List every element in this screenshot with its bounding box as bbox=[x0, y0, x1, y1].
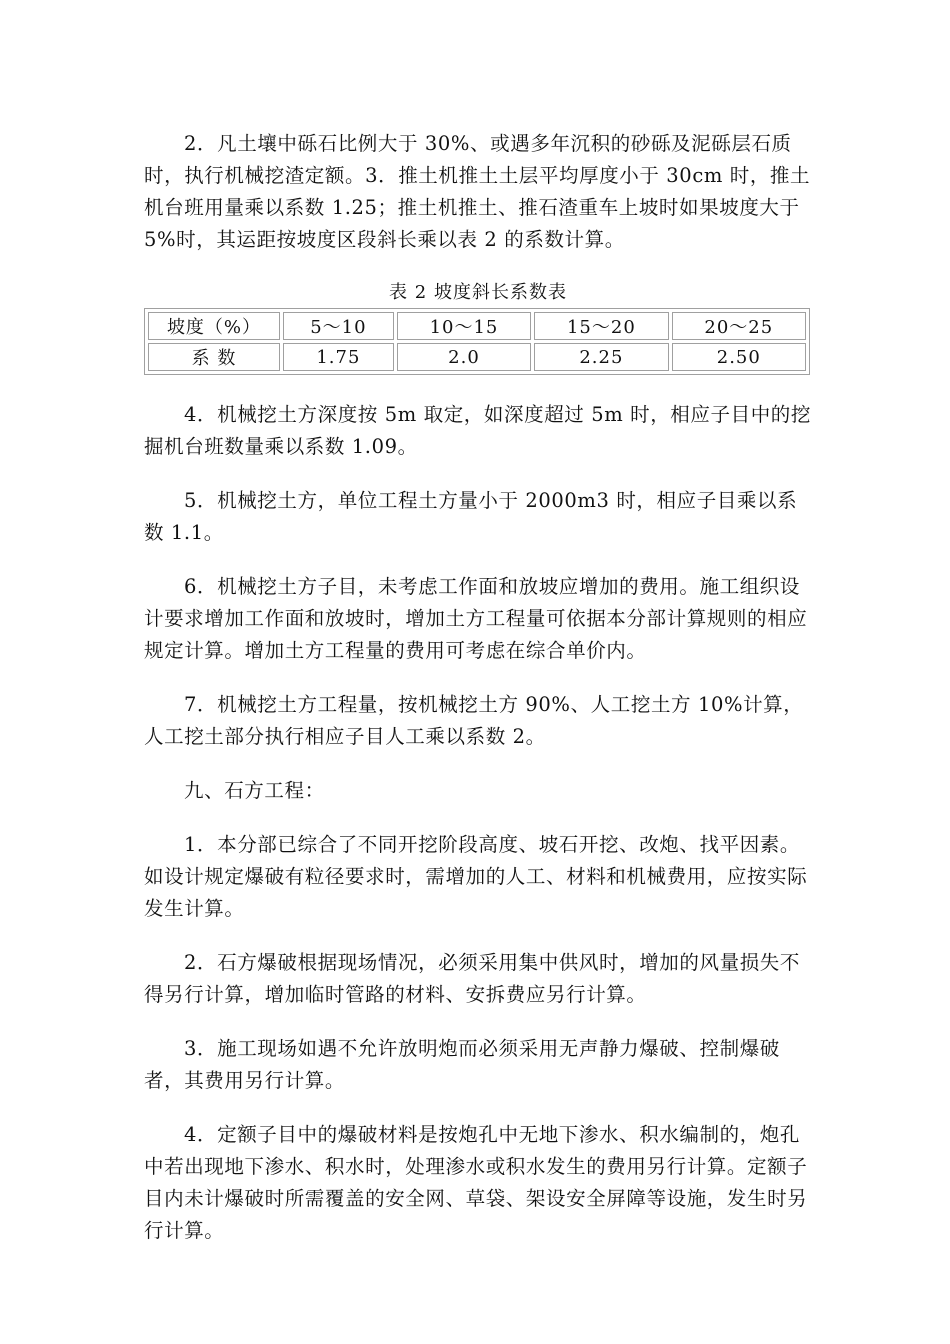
paragraph-5: 5．机械挖土方，单位工程土方量小于 2000m3 时，相应子目乘以系数 1.1。 bbox=[144, 489, 798, 544]
section-heading-stone-works: 九、石方工程： bbox=[184, 779, 325, 802]
table-cell: 2.25 bbox=[534, 343, 668, 371]
paragraph-stone-3: 3．施工现场如遇不允许放明炮而必须采用无声静力爆破、控制爆破者，其费用另行计算。 bbox=[144, 1037, 780, 1092]
document-page bbox=[144, 128, 812, 1269]
table-row-header bbox=[148, 312, 806, 340]
table-cell: 系 数 bbox=[148, 343, 280, 371]
paragraph-7: 7．机械挖土方工程量，按机械挖土方 90%、人工挖土方 10%计算，人工挖土部分执行相应子目人工乘以系数 2。 bbox=[144, 693, 804, 748]
paragraph-4: 4．机械挖土方深度按 5m 取定，如深度超过 5m 时，相应子目中的挖掘机台班数量乘以系数 1.09。 bbox=[144, 403, 811, 458]
table-cell: 5～10 bbox=[283, 312, 394, 340]
paragraph-2-3: 2．凡土壤中砾石比例大于 30%、或遇多年沉积的砂砾及泥砾层石质时，执行机械挖渣定额。3．推土机推土土层平均厚度小于 30cm 时，推土机台班用量乘以系数 1.25；推土机推土、推石渣重车上坡时如果坡度大于 5%时，其运距按坡度区段斜长乘以表 2 的系数计算。 bbox=[144, 132, 811, 251]
paragraph-stone-2: 2．石方爆破根据现场情况，必须采用集中供风时，增加的风量损失不得另行计算，增加临时管路的材料、安拆费应另行计算。 bbox=[144, 951, 801, 1006]
table-cell: 15～20 bbox=[534, 312, 668, 340]
table-row-values bbox=[148, 343, 806, 371]
paragraph-stone-4: 4．定额子目中的爆破材料是按炮孔中无地下渗水、积水编制的，炮孔中若出现地下渗水、积水时，处理渗水或积水发生的费用另行计算。定额子目内未计爆破时所需覆盖的安全网、草袋、架设安全屏障等设施，发生时另行计算。 bbox=[144, 1123, 808, 1242]
table-caption: 表 2 坡度斜长系数表 bbox=[389, 282, 567, 303]
table-cell: 坡度（%） bbox=[148, 312, 280, 340]
table-cell: 10～15 bbox=[397, 312, 531, 340]
paragraph-6: 6．机械挖土方子目，未考虑工作面和放坡应增加的费用。施工组织设计要求增加工作面和放坡时，增加土方工程量可依据本分部计算规则的相应规定计算。增加土方工程量的费用可考虑在综合单价内。 bbox=[144, 575, 808, 662]
paragraph-stone-1: 1．本分部已综合了不同开挖阶段高度、坡石开挖、改炮、找平因素。如设计规定爆破有粒径要求时，需增加的人工、材料和机械费用，应按实际发生计算。 bbox=[144, 833, 808, 920]
table-cell: 20～25 bbox=[672, 312, 806, 340]
table-cell: 2.50 bbox=[672, 343, 806, 371]
table-cell: 2.0 bbox=[397, 343, 531, 371]
table-cell: 1.75 bbox=[283, 343, 394, 371]
slope-coefficient-table bbox=[144, 308, 810, 375]
